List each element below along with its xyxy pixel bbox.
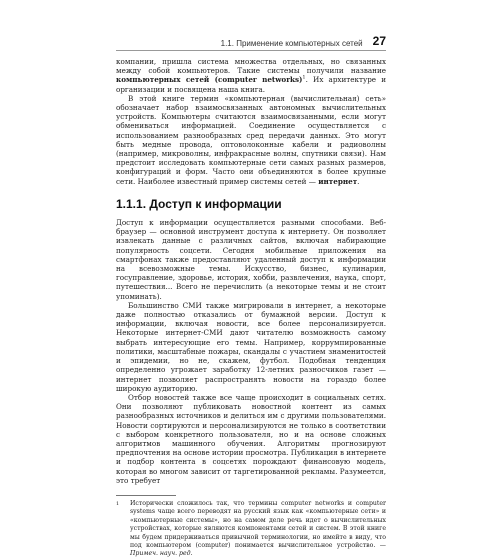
section-paragraph-2: Большинство СМИ также мигрировали в интернет, а некоторые даже полностью отказались от бумажной версии. Доступ к информации, включая новости, все более персонализируется. Некоторые интернет-СМИ дают читателю возможность самому выбрать интересующие его темы. Например, коррумпированные политики, масштабные пожары, скандалы с участием знаменитостей и эпидемии, но не, скажем, футбол. Подобная тенденция определенно угрожает заработку 12-летних разносчиков газет — интернет позволяет распространять новости на гораздо более широкую аудиторию. [116,300,386,393]
intro-paragraph-2: В этой книге термин «компьютерная (вычислительная) сеть» обозначает набор взаимосвязанных автономных вычислительных устройств. Компьютеры считаются взаимосвязанными, если могут обмениваться информацией. Соединение осуществляется с использованием разнообразных сред передачи данных. Это могут быть медные провода, оптоволоконные кабели и радиоволны (например, микроволны, инфракрасные волны, спутники связи). Нам предстоит исследовать компьютерные сети самых разных размеров, конфигураций и форм. Часто они объединяются в более крупные сети. Наиболее известный пример системы сетей — интернет. [116,93,386,186]
section-paragraph-1: Доступ к информации осуществляется разными способами. Веб-браузер — основной инструмент доступа к интернету. Он позволяет извлекать данные с различных сайтов, включая набирающие популярность соцсети. Сегодня мобильные приложения на смартфонах также предоставляют удаленный доступ к информации на всевозможные темы. Искусство, бизнес, кулинария, госуправление, здоровье, история, хобби, развлечения, наука, спорт, путешествия... Всего не перечислить (а некоторые темы и не стоит упоминать). [116,218,386,301]
intro-paragraph-1: компании, пришла система множества отдельных, но связанных между собой компьютеров. Такие системы получили название компьютерных сетей (computer networks)$^1$. Их архитектуре и организации и посвящена наша книга. [116,57,387,94]
page-body [116,57,386,559]
section-title: 1.1.1. Доступ к информации [116,196,282,211]
footnote-rule [116,495,176,496]
footnote-mark: 1 [116,500,120,507]
footnote-ref[interactable]: 1 [302,75,306,82]
editor-note: Примеч. науч. ред. [130,550,193,558]
section-paragraph-3: Отбор новостей также все чаще происходит в социальных сетях. Они позволяют публиковать новостной контент из самых разнообразных источников и делиться им с другими пользователями. Новости сортируются и персонализируются не только в соответствии с выбором конкретного пользователя, но и на основе сложных алгоритмов машинного обучения. Алгоритмы прогнозируют предпочтения на основе истории просмотра. Публикация в интернете и подбор контента в соцсетях порождают финансовую модель, которая во многом зависит от таргетированной рекламы. Разумеется, это требует [116,392,386,485]
term-internet: интернет [318,176,358,186]
footnote: 1 Исторически сложилось так, что термины computer networks и computer systems чаще всего переводят на русский язык как «компьютерные сети» и «компьютерные системы», но на самом деле речь идет о вычислительных устройствах, которые являются компонентами сетей и систем. В этой книге мы будем придерживаться привычной терминологии, но имейте в виду, что под компьютером (computer) понимается вычислительное устройство. — Примеч. науч. ред. [116,499,386,558]
term-computer-networks: компьютерных сетей (computer networks) [116,75,303,85]
page-number: 27 [372,34,386,48]
running-title: 1.1. Применение компьютерных сетей [220,39,363,48]
running-head [116,32,386,51]
